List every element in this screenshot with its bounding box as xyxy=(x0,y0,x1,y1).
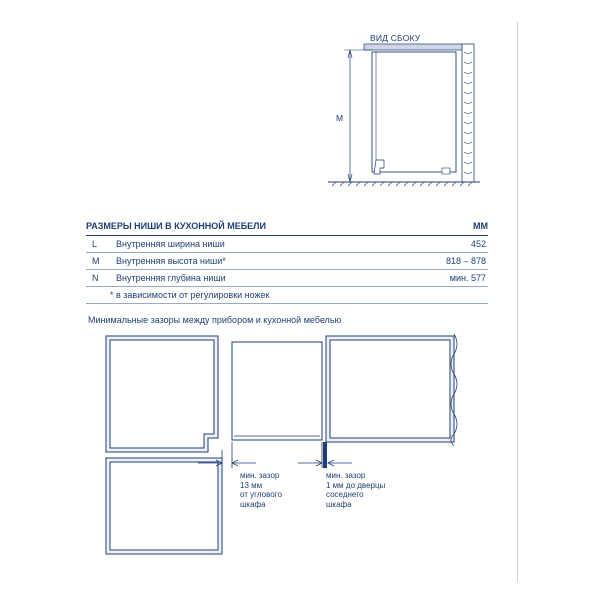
table-row xyxy=(86,253,488,270)
row-desc: Внутренняя высота ниши* xyxy=(116,256,226,266)
row-value: 818 – 878 xyxy=(445,256,486,266)
clearance-subtitle: Минимальные зазоры между прибором и кухонной мебелью xyxy=(88,315,342,325)
row-value: 452 xyxy=(470,239,486,249)
left-clearance-caption: мин. зазор 13 мм от углового шкафа xyxy=(240,471,282,509)
row-key: L xyxy=(92,239,98,249)
side-view-diagram xyxy=(320,40,490,190)
row-key: N xyxy=(92,273,99,283)
side-view-title: ВИД СБОКУ xyxy=(370,33,421,43)
right-clearance-caption: мин. зазор 1 мм до дверцы соседнего шкафа xyxy=(326,471,386,509)
wall xyxy=(462,44,474,182)
table-header xyxy=(86,218,488,236)
height-label: M xyxy=(336,113,344,123)
countertop xyxy=(364,44,462,50)
table-footnote: * в зависимости от регулировки ножек xyxy=(86,287,488,304)
table-row xyxy=(86,236,488,253)
clearance-diagram xyxy=(100,330,470,565)
page-divider xyxy=(517,22,518,582)
appliance-front xyxy=(232,342,322,440)
row-desc: Внутренняя глубина ниши xyxy=(116,273,226,283)
niche-dimensions-table xyxy=(86,218,488,304)
table-title: РАЗМЕРЫ НИШИ В КУХОННОЙ МЕБЕЛИ xyxy=(86,221,266,231)
row-key: M xyxy=(92,256,100,266)
appliance-body xyxy=(372,52,456,172)
row-desc: Внутренняя ширина ниши xyxy=(116,239,225,249)
table-unit: ММ xyxy=(473,221,488,231)
row-value: мин. 577 xyxy=(449,273,486,283)
table-row xyxy=(86,270,488,287)
